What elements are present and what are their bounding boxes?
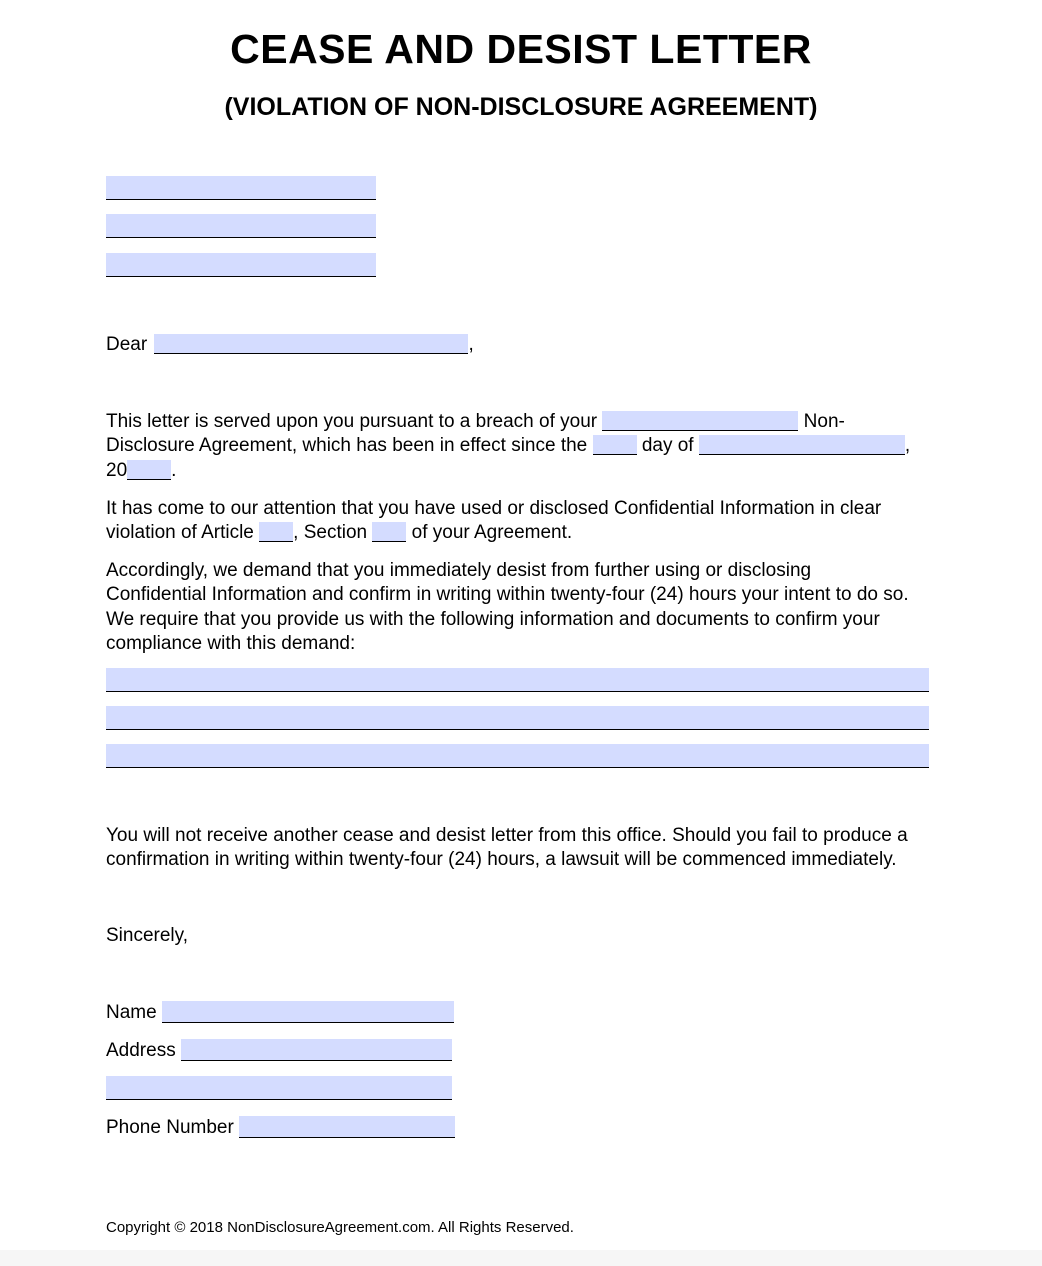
article-number-field[interactable] bbox=[259, 522, 293, 542]
recipient-name-field[interactable] bbox=[154, 334, 468, 354]
paragraph-1-line-2 bbox=[106, 434, 910, 458]
paragraph-1-line-1 bbox=[106, 410, 845, 434]
paragraph-3-line-1: Accordingly, we demand that you immediately desist from further using or disclosing bbox=[106, 560, 812, 581]
document-subtitle: (VIOLATION OF NON-DISCLOSURE AGREEMENT) bbox=[224, 93, 818, 121]
closing-text: Sincerely, bbox=[106, 925, 189, 946]
paragraph-1-text-5: , bbox=[904, 435, 911, 456]
name-line bbox=[106, 1001, 454, 1025]
paragraph-2-line-1: It has come to our attention that you have used or disclosed Confidential Information in clear bbox=[106, 498, 882, 519]
effective-month-field[interactable] bbox=[699, 435, 905, 455]
name-label: Name bbox=[106, 1002, 157, 1023]
effective-day-field[interactable] bbox=[593, 435, 637, 455]
address-label: Address bbox=[106, 1040, 176, 1061]
dear-label: Dear bbox=[106, 334, 148, 355]
sender-address-field[interactable] bbox=[181, 1039, 452, 1061]
address-line bbox=[106, 1039, 452, 1063]
recipient-address-line-1-field[interactable] bbox=[106, 176, 376, 200]
section-number-field[interactable] bbox=[372, 522, 406, 542]
paragraph-2-text-2: violation of Article bbox=[106, 522, 254, 543]
phone-number-label: Phone Number bbox=[106, 1117, 234, 1138]
salutation-line bbox=[106, 333, 474, 357]
paragraph-4-line-2: confirmation in writing within twenty-four (24) hours, a lawsuit will be commenced immediately. bbox=[106, 849, 897, 870]
paragraph-1-text-1: This letter is served upon you pursuant to a breach of your bbox=[106, 411, 598, 432]
paragraph-3-line-3: We require that you provide us with the following information and documents to confirm your bbox=[106, 609, 880, 630]
agreement-name-field[interactable] bbox=[602, 411, 798, 431]
salutation-comma: , bbox=[468, 334, 474, 355]
required-information-field-1[interactable] bbox=[106, 668, 929, 692]
required-information-field-3[interactable] bbox=[106, 744, 929, 768]
paragraph-1-line-3 bbox=[106, 459, 176, 483]
effective-year-field[interactable] bbox=[127, 460, 171, 480]
sender-address-line-2-field[interactable] bbox=[106, 1076, 452, 1100]
paragraph-2-text-3: , Section bbox=[293, 522, 368, 543]
paragraph-2-text-4: of your Agreement. bbox=[411, 522, 573, 543]
recipient-address-line-2-field[interactable] bbox=[106, 214, 376, 238]
recipient-address-line-3-field[interactable] bbox=[106, 253, 376, 277]
paragraph-2-line-2 bbox=[106, 521, 572, 545]
sender-phone-field[interactable] bbox=[239, 1116, 455, 1138]
sender-name-field[interactable] bbox=[162, 1001, 454, 1023]
paragraph-3-line-4: compliance with this demand: bbox=[106, 633, 356, 654]
copyright-notice: Copyright © 2018 NonDisclosureAgreement.com. All Rights Reserved. bbox=[106, 1219, 574, 1236]
paragraph-1-text-3: Disclosure Agreement, which has been in effect since the bbox=[106, 435, 588, 456]
page-bottom-edge bbox=[0, 1250, 1042, 1266]
paragraph-4-line-1: You will not receive another cease and desist letter from this office. Should you fail to produce a bbox=[106, 825, 908, 846]
phone-line bbox=[106, 1116, 455, 1140]
document-title: CEASE AND DESIST LETTER bbox=[230, 26, 812, 72]
required-information-field-2[interactable] bbox=[106, 706, 929, 730]
paragraph-1-text-6: 20 bbox=[106, 460, 128, 481]
paragraph-1-text-4: day of bbox=[641, 435, 694, 456]
paragraph-1-text-7: . bbox=[171, 460, 177, 481]
paragraph-1-text-2: Non- bbox=[803, 411, 845, 432]
paragraph-3-line-2: Confidential Information and confirm in writing within twenty-four (24) hours your intent to do so. bbox=[106, 584, 909, 605]
